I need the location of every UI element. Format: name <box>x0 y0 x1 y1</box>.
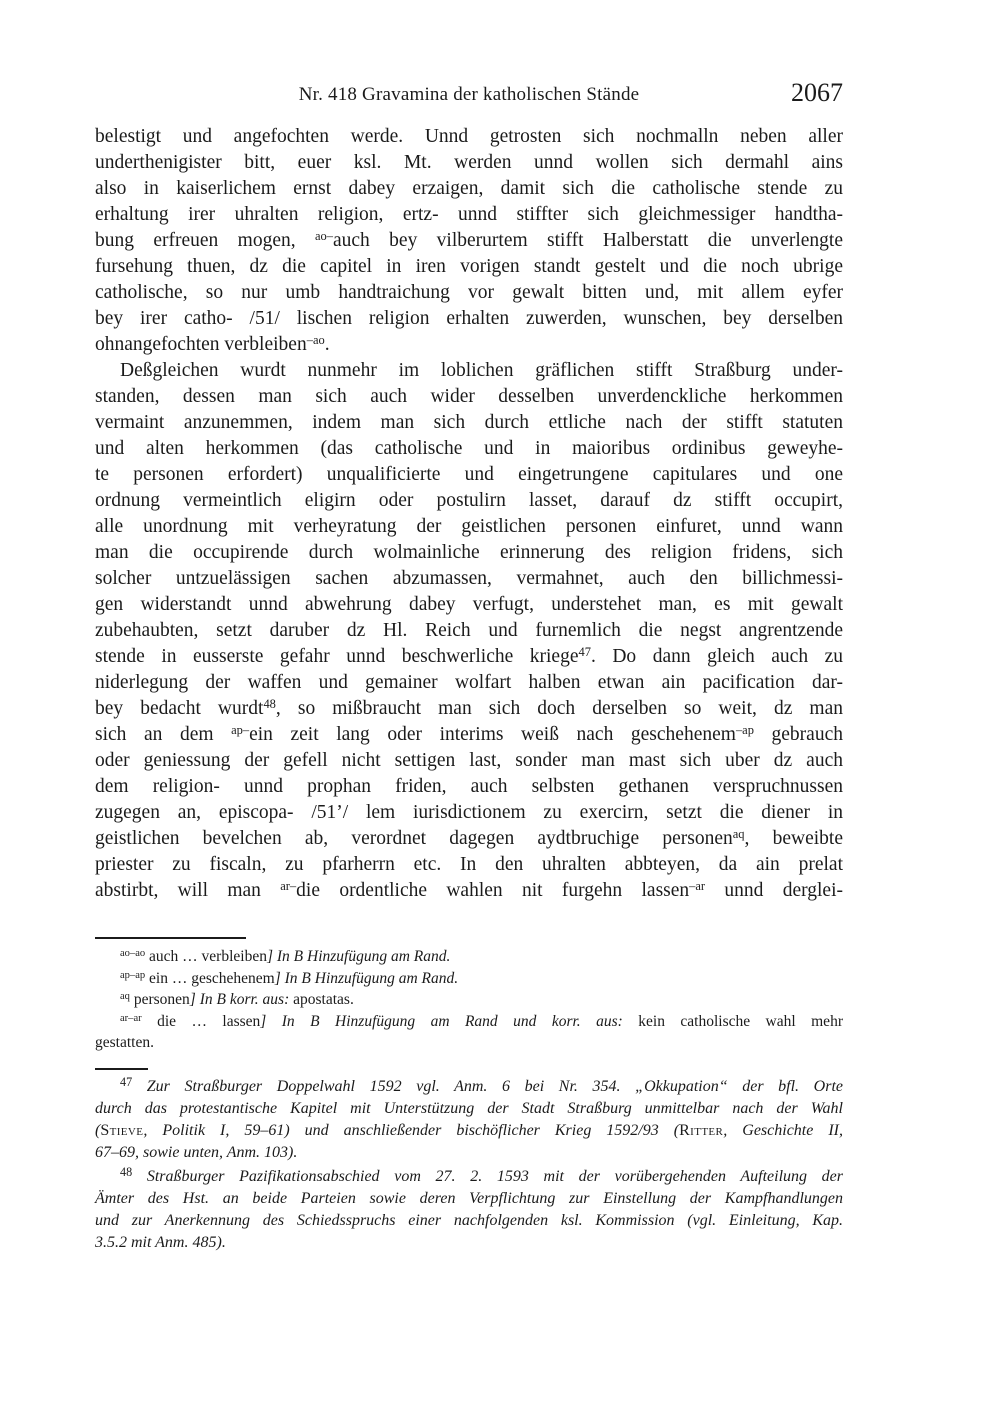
text-line <box>95 748 843 774</box>
text-run: personen <box>129 991 190 1008</box>
page-header <box>95 80 843 110</box>
text-run: Deßgleichen wurdt nunmehr im loblichen gräflichen stifft Straßburg under- <box>120 360 843 381</box>
superscript-siglum: –ao <box>306 333 325 348</box>
text-line <box>95 514 843 540</box>
text-run: niderlegung der waffen und gemainer wolfart halben etwan ain pacification dar- <box>95 672 843 693</box>
text-line <box>95 306 843 332</box>
text-run: dem religion- unnd prophan friden, auch selbsten gethanen verspruchnussen <box>95 776 843 797</box>
italic-run: Ämter des Hst. an beide Parteien sowie deren Verpflichtung zur Einstellung der Kampfhandlungen <box>95 1189 843 1207</box>
text-run: vermaint anzunemmen, indem man sich durch ettliche nach der stifft statuten <box>95 412 843 433</box>
text-line <box>95 488 843 514</box>
paragraph <box>95 968 843 990</box>
text-run: . <box>324 334 330 355</box>
text-run: also in kaiserlichem ernst dabey erzaigen, damit sich die catholische stende zu <box>95 178 843 199</box>
text-run: ein zeit lang oder interims weiß nach geschehenem <box>249 724 736 745</box>
text-run: und alten herkommen (das catholische und in maioribus ordinibus geweyhe- <box>95 438 843 459</box>
text-run: bey bedacht wurdt <box>95 698 264 719</box>
text-run <box>132 1168 147 1185</box>
text-line <box>95 670 843 696</box>
smallcaps-name: Ritter <box>679 1121 724 1139</box>
text-line <box>95 410 843 436</box>
text-line <box>95 176 843 202</box>
text-line <box>95 358 843 384</box>
text-run: , beweibte <box>744 828 843 849</box>
paragraph <box>95 124 843 358</box>
text-line <box>95 202 843 228</box>
text-run: auch bey vilberurtem stifft Halberstatt die unverlengte <box>333 230 843 251</box>
page-number: 2067 <box>791 78 843 107</box>
text-run: sich an dem <box>95 724 232 745</box>
text-run: bey irer catho- /51/ lischen religion erhalten zuwerden, wunschen, bey derselben <box>95 308 843 329</box>
text-line <box>95 852 843 878</box>
text-line <box>95 1232 843 1254</box>
text-run: te personen erfordert) unqualificierte und eingetrungene capitulares und one <box>95 464 843 485</box>
text-line <box>95 696 843 722</box>
text-run: bung erfreuen mogen, <box>95 230 315 251</box>
text-line <box>95 1166 843 1188</box>
paragraph <box>95 1011 843 1054</box>
text-run: . Do dann gleich auch zu <box>590 646 843 667</box>
italic-run: ] In B Hinzufügung am Rand. <box>274 969 459 987</box>
text-run: gestatten. <box>95 1034 154 1051</box>
paragraph <box>95 358 843 904</box>
footnote-separator-rule <box>95 1068 148 1070</box>
text-line <box>95 436 843 462</box>
text-line <box>95 1076 843 1098</box>
text-line <box>95 280 843 306</box>
text-line <box>95 228 843 254</box>
text-run: standen, dessen man sich auch wider desselben unverdenckliche herkommen <box>95 386 843 407</box>
text-run: priester zu fiscaln, zu pfarherrn etc. In den uhralten abbteyen, da ain prelat <box>95 854 843 875</box>
text-line <box>95 774 843 800</box>
text-line <box>95 1120 843 1142</box>
text-run: die … lassen <box>141 1012 261 1030</box>
italic-run: und zur Anerkennung des Schiedsspruchs einer nachfolgenden ksl. Kommission (vgl. Einleitung, Kap. <box>95 1211 843 1229</box>
running-title: Nr. 418 Gravamina der katholischen Stände <box>298 84 640 105</box>
italic-run: , Politik I, 59–61) und anschließender bischöflicher Krieg 1592/93 ( <box>143 1121 680 1139</box>
paragraph <box>95 1166 843 1254</box>
text-line <box>95 1210 843 1232</box>
paragraph <box>95 946 843 968</box>
text-line <box>95 1098 843 1120</box>
superscript-siglum: ao–ao <box>120 948 146 960</box>
text-run: ohnangefochten verbleiben <box>95 334 307 355</box>
superscript-siglum: aq <box>120 991 130 1003</box>
text-run: alle unordnung mit verheyratung der geistlichen personen einfuret, unnd wann <box>95 516 843 537</box>
text-block <box>95 80 843 1254</box>
text-run: geistlichen bevelchen ab, verordnet dagegen aydtbruchige personen <box>95 828 733 849</box>
text-line <box>95 878 843 904</box>
text-run: underthenigister bitt, euer ksl. Mt. werden unnd wollen sich dermahl ains <box>95 152 843 173</box>
text-line <box>95 384 843 410</box>
text-run: catholische, so nur umb handtraichung vor gewalt bitten und, mit allem eyfer <box>95 282 843 303</box>
footnotes <box>95 1076 843 1254</box>
text-run: die ordentliche wahlen nit furgehn lassen <box>296 880 690 901</box>
text-line <box>95 592 843 618</box>
critical-apparatus <box>95 946 843 1054</box>
text-run: , so mißbraucht man sich doch derselben so weit, dz man <box>275 698 843 719</box>
superscript-siglum: ar– <box>280 879 297 894</box>
superscript-siglum: ap–ap <box>120 969 146 981</box>
superscript-siglum: 48 <box>120 1165 133 1180</box>
text-run: apostatas. <box>289 991 354 1008</box>
text-run: kein catholische wahl mehr <box>622 1012 843 1030</box>
text-line <box>95 540 843 566</box>
superscript-siglum: ao– <box>314 229 333 244</box>
apparatus-separator-rule <box>95 937 246 939</box>
text-line <box>95 462 843 488</box>
text-line <box>95 1032 843 1054</box>
text-line <box>95 254 843 280</box>
text-run: zubehaubten, setzt daruber dz Hl. Reich und furnemlich die negst angrentzende <box>95 620 843 641</box>
text-run: gebrauch <box>753 724 843 745</box>
italic-run: Zur Straßburger Doppelwahl 1592 vgl. Anm. 6 bei Nr. 354. „Okkupation“ der bfl. Orte <box>146 1077 844 1095</box>
text-line <box>95 946 843 968</box>
text-line <box>95 800 843 826</box>
superscript-siglum: aq <box>732 827 745 842</box>
text-run: fursehung thuen, dz die capitel in iren vorigen standt gestelt und die noch ubrige <box>95 256 843 277</box>
text-line <box>95 618 843 644</box>
text-line <box>95 826 843 852</box>
main-text <box>95 124 843 904</box>
text-run: belestigt und angefochten werde. Unnd getrosten sich nochmalln neben aller <box>95 126 843 147</box>
text-line <box>95 150 843 176</box>
italic-run: ] In B Hinzufügung am Rand und korr. aus: <box>260 1012 623 1030</box>
text-line <box>95 968 843 990</box>
text-run: abstirbt, will man <box>95 880 281 901</box>
text-run: auch … verbleiben <box>145 948 267 965</box>
text-line <box>95 1188 843 1210</box>
text-run: man die occupirende durch wolmainliche erinnerung des religion fridens, sich <box>95 542 843 563</box>
paragraph <box>95 989 843 1011</box>
text-run <box>132 1078 147 1095</box>
text-line <box>95 332 843 358</box>
text-line <box>95 644 843 670</box>
text-line <box>95 1011 843 1033</box>
superscript-siglum: 47 <box>578 645 591 660</box>
text-line <box>95 124 843 150</box>
superscript-siglum: –ar <box>689 879 706 894</box>
text-run: stende in eusserste gefahr unnd beschwerliche kriege <box>95 646 579 667</box>
italic-run: ] In B korr. aus: <box>189 991 290 1008</box>
text-run: erhaltung irer uhralten religion, ertz- unnd stiffter sich gleichmessiger handtha- <box>95 204 843 225</box>
smallcaps-name: Stieve <box>100 1121 144 1139</box>
italic-run: ( <box>95 1121 101 1139</box>
text-run: unnd derglei- <box>705 880 843 901</box>
text-line <box>95 722 843 748</box>
italic-run: 3.5.2 mit Anm. 485). <box>95 1233 226 1251</box>
superscript-siglum: –ap <box>735 723 754 738</box>
italic-run: ] In B Hinzufügung am Rand. <box>266 948 451 965</box>
text-run: zugegen an, episcopa- /51’/ lem iurisdictionem zu exercirn, setzt die diener in <box>95 802 843 823</box>
text-run: solcher untzuelässigen sachen abzumassen, vermahnet, auch den billichmessi- <box>95 568 843 589</box>
text-run: ordnung vermeintlich eligirn oder postulirn lasset, darauf dz stifft occupirt, <box>95 490 843 511</box>
italic-run: 67–69, sowie unten, Anm. 103). <box>95 1143 298 1161</box>
superscript-siglum: ar–ar <box>120 1012 142 1024</box>
text-line <box>95 1142 843 1164</box>
text-run: gen widerstandt unnd abwehrung dabey verfugt, understehet man, es mit gewalt <box>95 594 843 615</box>
superscript-siglum: 48 <box>263 697 276 712</box>
text-run: oder geniessung der gefell nicht settigen last, sonder man mast sich uber dz auch <box>95 750 843 771</box>
italic-run: Straßburger Pazifikationsabschied vom 27. 2. 1593 mit der vorübergehenden Aufteilung der <box>146 1167 844 1185</box>
text-line <box>95 566 843 592</box>
italic-run: durch das protestantische Kapitel mit Unterstützung der Stadt Straßburg unmittelbar nach der Wahl <box>95 1099 843 1117</box>
superscript-siglum: 47 <box>120 1075 133 1090</box>
text-line <box>95 989 843 1011</box>
superscript-siglum: ap– <box>231 723 250 738</box>
paragraph <box>95 1076 843 1164</box>
text-run: ein … geschehenem <box>145 969 275 987</box>
italic-run: , Geschichte II, <box>723 1121 843 1139</box>
